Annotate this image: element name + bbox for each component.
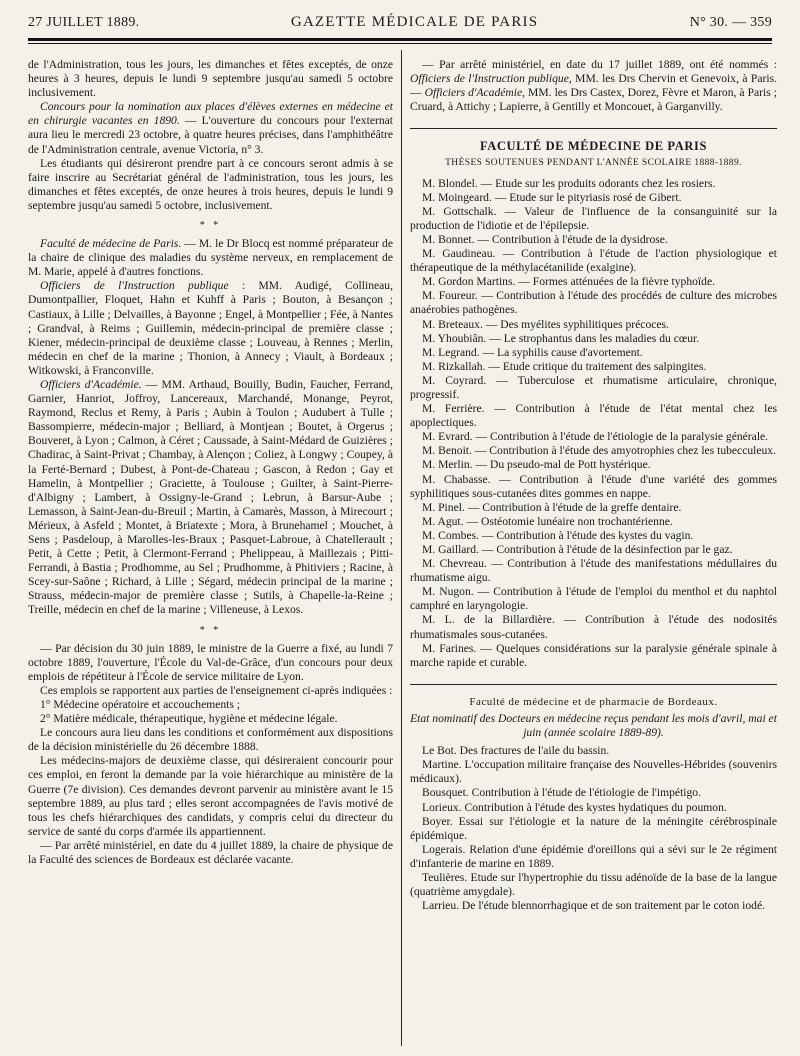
italic-heading: Officiers d'Académie. <box>40 377 142 391</box>
thesis-entry: M. Coyrard. — Tuberculose et rhumatisme articulaire, chronique, progressif. <box>410 373 777 401</box>
thesis-entry: M. Nugon. — Contribution à l'étude de l'emploi du menthol et du naphtol camphré en laryngologie. <box>410 585 777 613</box>
thesis-entry: M. Moingeard. — Etude sur le pityriasis rosé de Gibert. <box>422 190 682 204</box>
column-divider <box>401 50 402 1046</box>
italic-heading: Faculté de médecine de Paris. <box>40 237 182 251</box>
doctor-entry: Teulières. Etude sur l'hypertrophie du tissu adénoïde de la base de la langue (quatrième amygdale). <box>410 870 777 899</box>
thesis-entry: M. Ferrière. — Contribution à l'étude de l'état mental chez les apoplectiques. <box>410 402 777 430</box>
paragraph-text: : MM. Audigé, Collineau, Dumontpallier, Floquet, Hahn et Kuhff à Paris ; Bouton, à Besançon ; Castiaux, à Lille ; Delvailles, à Bayonne ; Engel, à Montpellier ; Fée, à Nantes ; Grandval, à Reims ; Guillemin, médecin-principal de première classe ; Kiener, médecin-principal de deuxième classe ; Louveau, à Rennes ; Merlin, médecin en chef de la marine ; Thonion, à Annecy ; Viault, à Bordeaux ; Witkowski, à Franconville. <box>28 279 393 377</box>
asterism: * * <box>199 220 222 232</box>
thesis-entry: M. Rizkallah. — Etude critique du traitement des salpingites. <box>422 359 707 373</box>
section-rule <box>410 684 777 685</box>
thesis-entry: M. L. de la Billardière. — Contribution à l'étude des nodosités rhumatismales sous-cutanées. <box>410 613 777 641</box>
paragraph-text: — M. le Dr Blocq est nommé préparateur de la chaire de clinique des maladies du système nerveux, en remplacement de M. Marie, appelé à d'autres fonctions. <box>28 237 393 279</box>
thesis-entry: M. Yhoubiân. — Le strophantus dans les maladies du cœur. <box>422 331 700 345</box>
thesis-entry: M. Bonnet. — Contribution à l'étude de la dysidrose. <box>422 232 668 246</box>
paragraph: Le concours aura lieu dans les conditions et conformément aux dispositions de la décision ministérielle du 26 décembre 1888. <box>28 726 393 754</box>
thesis-entry: M. Breteaux. — Des myélites syphilitiques précoces. <box>422 317 669 331</box>
section-subtitle: Etat nominatif des Docteurs en médecine reçus pendant les mois d'avril, mai et juin (année scolaire 1889-89). <box>410 711 777 740</box>
paragraph: — Par arrêté ministériel, en date du 4 juillet 1889, la chaire de physique de la Faculté des sciences de Bordeaux est déclarée vacante. <box>28 838 393 866</box>
italic-heading: Officiers de l'Instruction publique <box>40 279 229 293</box>
thesis-entry: M. Evrard. — Contribution à l'étude de l'étiologie de la paralysie générale. <box>422 430 769 444</box>
paragraph <box>28 237 393 279</box>
paragraph-text: — L'ouverture du concours pour l'externat aura lieu le mercredi 23 octobre, à quatre heures précises, dans l'amphithéâtre de l'Administration centrale, avenue Victoria, n° 3. <box>28 114 393 156</box>
section-title: Faculté de médecine et de pharmacie de Bordeaux. <box>469 695 718 708</box>
list-item: 1° Médecine opératoire et accouchements ; <box>40 697 241 711</box>
paragraph: de l'Administration, tous les jours, les dimanches et fêtes exceptés, de onze heures à 3 heures, depuis le lundi 9 septembre jusqu'au samedi 5 octobre inclusivement. <box>28 58 393 100</box>
doctor-entry: Larrieu. De l'étude blennorrhagique et de son traitement par le coton iodé. <box>422 899 766 913</box>
doctors-list <box>410 744 777 913</box>
theses-list <box>410 177 777 670</box>
paragraph-text: , MM. les Drs Castex, Dorez, Fèvre et Maron, à Paris ; Cruard, à Attichy ; Lapierre, à Gentilly et Moncouet, à Garganvilly. <box>410 86 777 114</box>
doctor-entry: Boyer. Essai sur l'étiologie et la nature de la méningite cérébrospinale épidémique. <box>410 814 777 842</box>
paragraph <box>28 378 393 618</box>
thesis-entry: M. Merlin. — Du pseudo-mal de Pott hystérique. <box>422 458 651 472</box>
doctor-entry: Bousquet. Contribution à l'étude de l'étiologie de l'impétigo. <box>422 786 701 800</box>
thesis-entry: M. Gaudineau. — Contribution à l'étude de l'action physiologique et thérapeutique de la méthylacétanilide (exalgine). <box>410 247 777 275</box>
thesis-entry: M. Agut. — Ostéotomie lunéaire non trochantérienne. <box>422 514 673 528</box>
page-header <box>28 14 772 34</box>
paragraph: Ces emplois se rapportent aux parties de l'enseignement ci-après indiquées : <box>40 683 393 697</box>
paragraph <box>28 100 393 156</box>
italic-heading: Officiers de l'Instruction publique <box>410 72 569 86</box>
paragraph <box>410 58 777 114</box>
thesis-entry: M. Pinel. — Contribution à l'étude de la greffe dentaire. <box>422 500 682 514</box>
doctor-entry: Le Bot. Des fractures de l'aile du bassin. <box>422 744 610 758</box>
thesis-entry: M. Chevreau. — Contribution à l'étude des manifestations médullaires du rhumatisme aigu. <box>410 557 777 585</box>
thesis-entry: M. Benoit. — Contribution à l'étude des amyotrophies chez les tubecculeux. <box>422 444 777 458</box>
header-rule-thin <box>28 43 772 44</box>
asterism: * * <box>199 624 222 636</box>
paragraph: Les médecins-majors de deuxième classe, qui désireraient concourir pour ces emploi, en feront la demande par la voie hiérarchique au ministère de la Guerre (7e division). Ces demandes devront parvenir au ministère avant le 15 septembre 1889, au plus tard ; elles seront accompagnées de l'avis motivé de tous les chefs hiérarchiques des candidats, y compris celui du directeur du service de santé du corps d'armée ils appartiennent. <box>28 754 393 838</box>
thesis-entry: M. Foureur. — Contribution à l'étude des procédés de culture des microbes anaérobies pathogènes. <box>410 289 777 317</box>
italic-heading: Concours pour la nomination aux places d'élèves externes en médecine et en chirurgie vacantes en 1890. <box>28 100 393 128</box>
list-item: 2° Matière médicale, thérapeutique, hygiène et médecine légale. <box>40 712 338 726</box>
paragraph <box>28 279 393 378</box>
thesis-entry: M. Farines. — Quelques considérations sur la paralysie générale spinale à marche rapide et curable. <box>410 641 777 669</box>
section-subtitle: THÈSES SOUTENUES PENDANT L'ANNÉE SCOLAIRE 1888-1889. <box>445 158 742 169</box>
doctor-entry: Martine. L'occupation militaire française des Nouvelles-Hébrides (souvenirs médicaux). <box>410 758 777 786</box>
thesis-entry: M. Legrand. — La syphilis cause d'avortement. <box>422 345 643 359</box>
section-rule <box>410 128 777 129</box>
thesis-entry: M. Chabasse. — Contribution à l'étude d'une variété des gommes syphilitiques sous-cutanées dites gommes en nappe. <box>410 472 777 500</box>
left-column <box>28 58 393 1048</box>
thesis-entry: M. Gottschalk. — Valeur de l'influence de la consanguinité sur la production de l'idiotie et de l'épilepsie. <box>410 204 777 232</box>
paragraph: Les étudiants qui désireront prendre part à ce concours seront admis à se faire inscrire au Secrétariat général de l'administration, tous les jours, les dimanches et fêtes exceptés, de onze heures à trois heures, depuis le lundi 9 septembre jusqu'au samedi 5 octobre, inclusivement. <box>28 156 393 212</box>
thesis-entry: M. Gaillard. — Contribution à l'étude de la désinfection par le gaz. <box>422 543 733 556</box>
thesis-entry: M. Gordon Martins. — Formes atténuées de la fièvre typhoïde. <box>422 275 715 289</box>
italic-heading: Officiers d'Académie <box>424 86 523 100</box>
thesis-entry: M. Blondel. — Etude sur les produits odorants chez les rosiers. <box>422 176 716 190</box>
header-rule-thick <box>28 38 772 41</box>
thesis-entry: M. Combes. — Contribution à l'étude des kystes du vagin. <box>422 528 694 542</box>
right-column <box>410 58 777 1048</box>
header-date: 27 JUILLET 1889. <box>28 15 140 30</box>
header-issue: N° 30. — 359 <box>689 15 772 30</box>
paragraph-text: , MM. les Drs Chervin et Genevoix, à Paris. — <box>410 72 777 100</box>
header-title: GAZETTE MÉDICALE DE PARIS <box>290 14 539 30</box>
paragraph-text: — Par arrêté ministériel, en date du 17 juillet 1889, ont été nommés : <box>422 58 777 71</box>
doctor-entry: Logerais. Relation d'une épidémie d'oreillons qui a sévi sur le 2e régiment d'infanterie de marine en 1889. <box>410 842 777 870</box>
paragraph-text: — MM. Arthaud, Bouilly, Budin, Faucher, Ferrand, Garnier, Hanriot, Joffroy, Lancereaux, Marchandé, Monange, Peyrot, Raymond, Reclus et Remy, à Paris ; Aubin à Toulon ; Audubert à Tulle ; Bassompierre, médecin-major ; Belliard, à Montjean ; Boutet, à Orgerus ; Bouveret, à Lyon ; Calmon, à Céret ; Caussade, à Saint-Médard de Guizières ; Chadirac, à Saint-Privat ; Chambay, à Alençon ; Coliez, à Longwy ; Coupey, à la Ferté-Bernard ; Dubest, à Pont-de-Chateau ; Gascon, à Redon ; Gay et Hamelin, à Montpellier ; Graciette, à Toulouse ; Guilter, à Saint-Pierre-d'Albigny ; Lambert, à Ossigny-le-Grand ; Lebrun, à Barsur-Aube ; Lemasson, à Saint-Jean-du-Breuil ; Martin, à Camarès, Masson, à Mirecourt ; Mérieux, à Asfeld ; Montet, à Briatexte ; Mora, à Brunehamel ; Mouchet, à Sens ; Pasdeloup, à Marolles-les-Braux ; Pasquet-Labroue, à Chatellerault ; Petit, à Cette ; Petit, à Clermont-Ferrand ; Phelippeau, à Maillezais ; Pitti-Ferrandi, à Bastia ; Prodhomme, au Sel ; Prudhomme, à Phitiviers ; Racine, à Scey-sur-Saône ; Richard, à Lille ; Ségard, médecin principal de la marine ; Strauss, médecin-major de première classe ; Sutils, à Chapelle-la-Reine ; Treille, médecin en chef de la marine ; Villeneuse, à Lexos. <box>28 377 393 617</box>
section-title: FACULTÉ DE MÉDECINE DE PARIS <box>479 139 708 154</box>
doctor-entry: Lorieux. Contribution à l'étude des kystes hydatiques du poumon. <box>422 800 727 814</box>
paragraph: — Par décision du 30 juin 1889, le ministre de la Guerre a fixé, au lundi 7 octobre 1889, l'ouverture, l'École du Val-de-Grâce, d'un concours pour deux emplois de répétiteur à l'École de service militaire de Lyon. <box>28 641 393 683</box>
